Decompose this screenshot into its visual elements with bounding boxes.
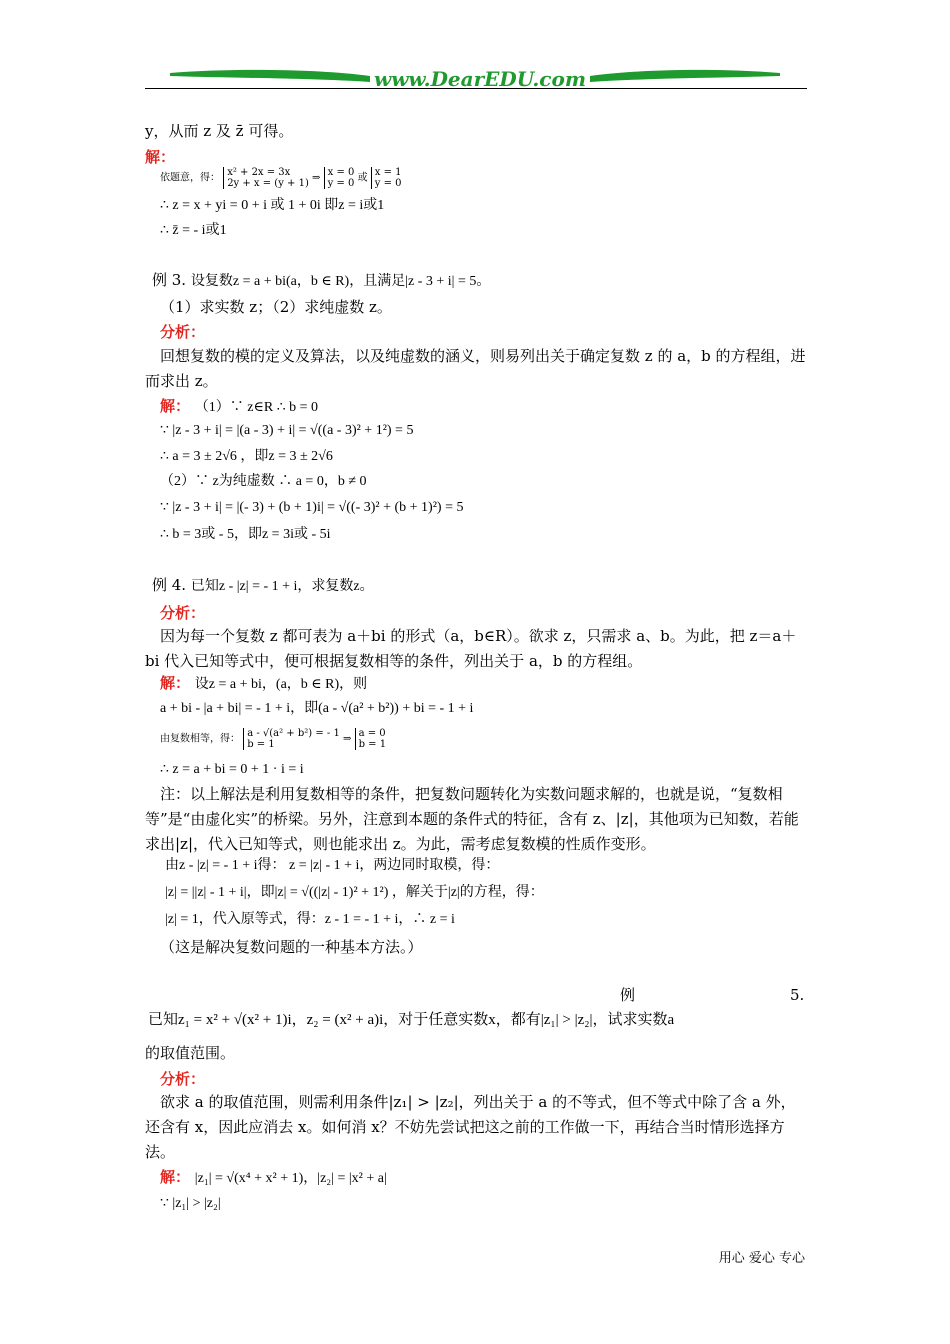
system-left: x² + 2x = 3x 2y + x = (y + 1)	[223, 167, 309, 189]
header-rule	[145, 88, 807, 89]
analysis-label: 分析：	[160, 1070, 206, 1088]
text-line: 的取值范围。	[145, 1044, 236, 1062]
example-title: 例 3. 设复数z = a + bi(a，b ∈ R)，且满足|z - 3 + i| = 5。	[152, 271, 491, 289]
math-line: ∴ z = x + yi = 0 + i 或 1 + 0i 即z = i或1	[160, 198, 385, 213]
math-line: ∵ |z - 3 + i| = |(a - 3) + i| = √((a - 3)² + 1²) = 5	[160, 423, 414, 438]
example-statement: 已知z - |z| = - 1 + i，求复数z。	[190, 579, 374, 594]
analysis-text: 因为每一个复数 z 都可表为 a＋bi 的形式（a，b∈R）。欲求 z，只需求 a、b。为此，把 z＝a＋bi 代入已知等式中，便可根据复数相等的条件，列出关于 a，b 的方程组。	[145, 627, 797, 670]
footer-text: 用心 爱心 专心	[718, 1251, 805, 1266]
header-logo	[170, 64, 780, 94]
system-prefix: 依题意，得：	[160, 172, 220, 184]
solution-system: 由复数相等，得： a - √(a² + b²) = - 1 b = 1 ⇒ a = 0 b = 1	[160, 728, 387, 750]
math-line: （2）∵ z为纯虚数 ∴ a = 0，b ≠ 0	[160, 474, 367, 489]
logo-text: www.DearEDU.com	[373, 67, 587, 91]
math-line: ∴ z = a + bi = 0 + 1 · i = i	[160, 762, 304, 777]
solution-label: 解：	[145, 148, 176, 166]
analysis-text: 欲求 a 的取值范围，则需利用条件|z₁| > |z₂|，列出关于 a 的不等式，但不等式中除了含 a 外，还含有 x，因此应消去 x。如何消 x？不妨先尝试把这之前的工作做一下，再结合当时情形选择方法。	[145, 1093, 796, 1161]
solution-line: 解： （1）∵ z∈R ∴ b = 0	[160, 397, 319, 415]
math-line: 由z - |z| = - 1 + i得： z = |z| - 1 + i，两边同时取模，得：	[165, 858, 500, 873]
analysis-text: 回想复数的模的定义及算法，以及纯虚数的涵义，则易列出关于确定复数 z 的 a，b 的方程组，进而求出 z。	[145, 347, 806, 390]
math-line: ∵ |z₁| > |z₂|	[160, 1196, 221, 1211]
text-line: y，从而 z 及 z̄ 可得。	[145, 122, 294, 140]
note-line: （这是解决复数问题的一种基本方法。）	[160, 938, 423, 956]
math-line: ∴ b = 3或 - 5，即z = 3i或 - 5i	[160, 527, 331, 542]
note-text: 注：以上解法是利用复数相等的条件，把复数问题转化为实数问题求解的，也就是说，“复数相等”是“由虚化实”的桥梁。另外，注意到本题的条件式的特征，含有 z、|z|，其他项为已知数，若能求出|z|，代入已知等式，则也能求出 z。为此，需考虑复数模的性质作变形。	[145, 785, 799, 853]
math-line: |z| = 1，代入原等式，得：z - 1 = - 1 + i，∴ z = i	[165, 912, 455, 927]
system-result-1: x = 0 y = 0	[324, 167, 355, 189]
example-statement: 设复数z = a + bi(a，b ∈ R)，且满足|z - 3 + i| = 5。	[190, 274, 491, 289]
math-line: |z| = ||z| - 1 + i|，即|z| = √((|z| - 1)² + 1²) ，解关于|z|的方程，得：	[165, 885, 544, 900]
system-result: a = 0 b = 1	[355, 728, 387, 750]
example-title: 例	[620, 986, 636, 1004]
solution-line: 解： |z₁| = √(x⁴ + x² + 1)，|z₂| = |x² + a|	[160, 1168, 387, 1186]
math-line: ∴ z̄ = - i或1	[160, 223, 227, 238]
example-number: 5.	[790, 986, 805, 1004]
system-result-2: x = 1 y = 0	[371, 167, 402, 189]
example-title: 例 4. 已知z - |z| = - 1 + i，求复数z。	[152, 576, 374, 594]
question: （1）求实数 z；（2）求纯虚数 z。	[160, 298, 392, 316]
analysis-label: 分析：	[160, 323, 206, 341]
solution-system: 依题意，得： x² + 2x = 3x 2y + x = (y + 1) ⇒ x = 0 y = 0 或 x = 1 y = 0	[160, 167, 402, 189]
math-line: ∵ |z - 3 + i| = |(- 3) + (b + 1)i| = √((- 3)² + (b + 1)²) = 5	[160, 500, 464, 515]
system-left: a - √(a² + b²) = - 1 b = 1	[243, 728, 340, 750]
math-line: ∴ a = 3 ± 2√6 ，即z = 3 ± 2√6	[160, 449, 333, 464]
solution-line: 解： 设z = a + bi，(a，b ∈ R)，则	[160, 674, 368, 692]
analysis-label: 分析：	[160, 604, 206, 622]
math-line: a + bi - |a + bi| = - 1 + i，即(a - √(a² + b²)) + bi = - 1 + i	[160, 701, 474, 716]
example-statement: 已知z₁ = x² + √(x² + 1)i，z₂ = (x² + a)i，对于任意实数x，都有|z₁| > |z₂|，试求实数a	[148, 1012, 675, 1028]
